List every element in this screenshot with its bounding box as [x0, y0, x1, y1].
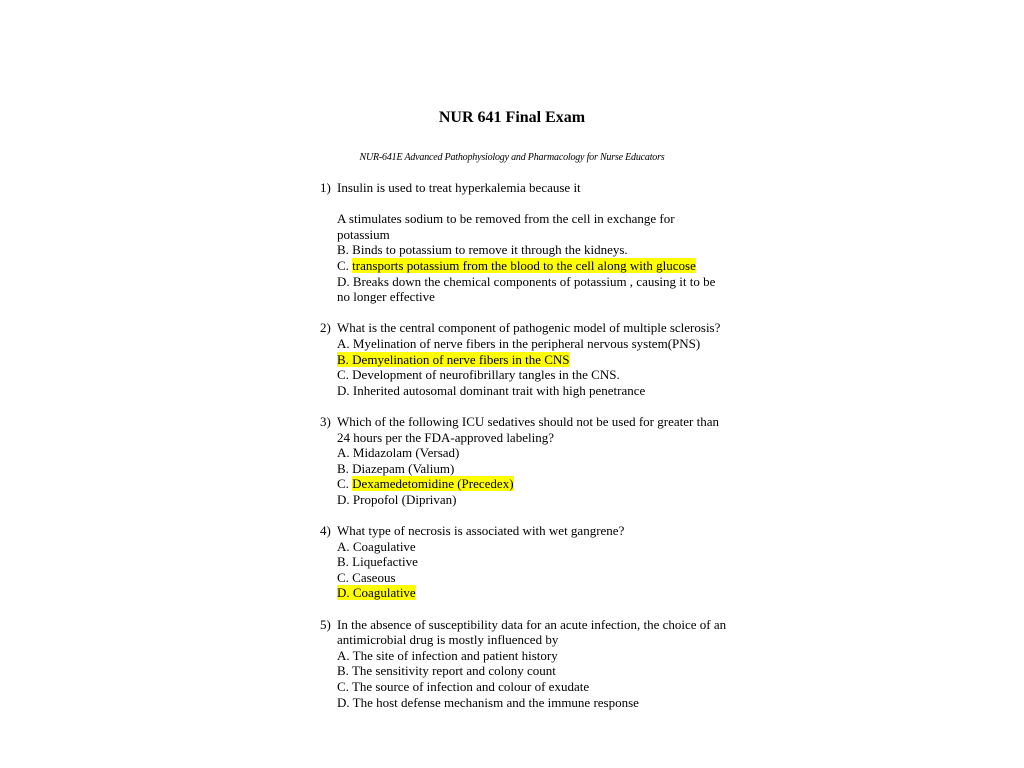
- answer-option-c: [337, 367, 730, 383]
- question-stem: In the absence of susceptibility data for an acute infection, the choice of an antimicrobial drug is mostly influenced by: [337, 616, 727, 648]
- answer-option-c: [337, 476, 730, 492]
- answer-option-c: [337, 570, 730, 586]
- option-prefix: B.: [337, 242, 353, 258]
- answer-option-b: [337, 461, 730, 477]
- option-text: Development of neurofibrillary tangles in the CNS.: [352, 367, 620, 383]
- option-text: Liquefactive: [352, 554, 418, 570]
- page-title: NUR 641 Final Exam: [438, 109, 586, 126]
- question-3: [320, 414, 730, 508]
- answer-option-c: [337, 258, 730, 274]
- option-prefix: A.: [337, 538, 353, 554]
- answer-option-b: [337, 554, 730, 570]
- answer-option-b: [337, 663, 730, 679]
- answer-option-d: [337, 585, 730, 601]
- option-prefix-highlighted: B.: [337, 351, 353, 367]
- answer-option-a: [337, 445, 730, 461]
- option-text: The sensitivity report and colony count: [351, 663, 556, 679]
- course-subtitle: NUR-641E Advanced Pathophysiology and Pharmacology for Nurse Educators: [359, 152, 665, 163]
- option-prefix: D.: [337, 694, 353, 710]
- option-prefix-highlighted: D.: [337, 585, 353, 601]
- option-prefix: A.: [337, 335, 353, 351]
- option-prefix: D.: [337, 491, 353, 507]
- option-text: Propofol (Diprivan): [352, 491, 457, 507]
- question-stem: Insulin is used to treat hyperkalemia because it: [337, 180, 581, 195]
- option-prefix: C.: [337, 679, 352, 694]
- answer-option-b: [337, 352, 730, 368]
- answer-option-b: [337, 242, 730, 258]
- question-number: 4): [320, 523, 331, 539]
- option-text-highlighted: Dexamedetomidine (Precedex): [352, 476, 514, 492]
- question-number: 2): [320, 320, 331, 336]
- option-prefix: C.: [337, 367, 353, 383]
- option-text-highlighted: transports potassium from the blood to the cell along with glucose: [352, 257, 696, 273]
- question-stem: What is the central component of pathogenic model of multiple sclerosis?: [337, 320, 721, 336]
- option-text: Breaks down the chemical components of potassium , causing it to be no longer effective: [337, 273, 716, 305]
- option-text: The site of infection and patient history: [352, 647, 558, 663]
- answer-option-d: [337, 383, 730, 399]
- option-prefix: D.: [337, 382, 353, 398]
- question-stem: Which of the following ICU sedatives should not be used for greater than 24 hours per the FDA-approved labeling?: [337, 413, 719, 445]
- question-list: [320, 180, 730, 710]
- option-prefix: A.: [337, 445, 353, 461]
- option-text: stimulates sodium to be removed from the cell in exchange for potassium: [337, 211, 675, 242]
- question-number: 3): [320, 413, 331, 429]
- question-4: [320, 523, 730, 601]
- option-text: Midazolam (Versad): [352, 445, 460, 461]
- answer-option-c: [337, 679, 730, 695]
- answer-option-a: [337, 648, 730, 664]
- option-text: Inherited autosomal dominant trait with high penetrance: [352, 382, 646, 398]
- question-stem: What type of necrosis is associated with wet gangrene?: [337, 523, 625, 539]
- option-text: The source of infection and colour of exudate: [351, 679, 590, 694]
- question-2: [320, 320, 730, 398]
- answer-option-a: [337, 336, 730, 352]
- answer-option-d: [337, 274, 730, 305]
- answer-option-a: [337, 211, 730, 242]
- answer-option-d: [337, 492, 730, 508]
- option-prefix: B.: [337, 554, 353, 570]
- option-text: Coagulative: [352, 538, 416, 554]
- answer-option-a: [337, 539, 730, 555]
- option-text: Myelination of nerve fibers in the peripheral nervous system(PNS): [352, 335, 701, 351]
- option-prefix: A.: [337, 647, 353, 663]
- option-text: Caseous: [352, 569, 396, 585]
- option-text: The host defense mechanism and the immune response: [352, 694, 639, 710]
- question-5: [320, 617, 730, 711]
- option-text-highlighted: Coagulative: [352, 585, 416, 601]
- answer-option-d: [337, 695, 730, 711]
- question-1: [320, 180, 730, 305]
- option-prefix: C.: [337, 569, 353, 585]
- option-prefix: C.: [337, 257, 353, 273]
- question-number: 1): [320, 180, 331, 195]
- option-prefix: D.: [337, 273, 353, 289]
- option-text-highlighted: Demyelination of nerve fibers in the CNS: [352, 351, 570, 367]
- question-number: 5): [320, 616, 331, 632]
- option-prefix: B.: [337, 460, 353, 476]
- option-prefix: B.: [337, 663, 352, 679]
- option-prefix: C.: [337, 476, 353, 492]
- option-prefix: A: [337, 211, 349, 227]
- option-text: Binds to potassium to remove it through the kidneys.: [352, 242, 628, 258]
- option-text: Diazepam (Valium): [352, 460, 455, 476]
